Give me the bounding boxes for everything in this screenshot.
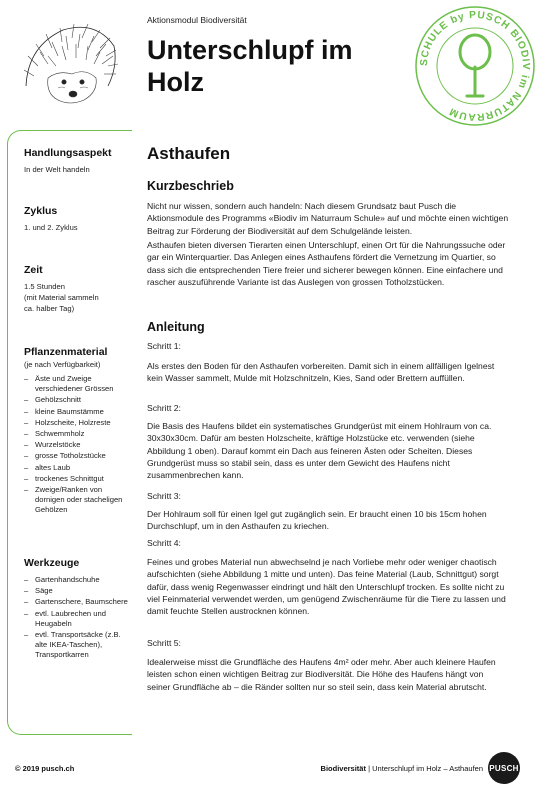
werkzeuge-list-item: – Säge (24, 586, 128, 596)
section-title: Asthaufen (147, 144, 231, 163)
zyklus-heading: Zyklus (24, 205, 58, 217)
werkzeuge-heading: Werkzeuge (24, 557, 80, 569)
material-list (24, 374, 128, 516)
material-list-item: – Äste und Zweige verschiedener Grössen (24, 374, 128, 394)
sidebar-material (24, 346, 128, 517)
kurzbeschrieb-paragraph-2: Asthaufen bieten diversen Tierarten einen Unterschlupf, einen Ort für die Nahrungssuche oder gar ein Winterquartier. Das Anlegen eines Asthaufens fördert die Vernetzung im Quartier, so dass sich die entsprechenden Tiere freier und sicherer bewegen können. Eine einfachere und rascher auszuführende Variante ist das Auslegen von grossen Totholzstücken. (147, 240, 506, 288)
step-2-text: Die Basis des Haufens bildet ein systematisches Grundgerüst mit einem Hohlraum von ca. 30x30x30cm. Dafür am besten Holzscheite, kräftige Holzstücke etc. verwenden (siehe Abbildung 1 oben). Darauf kommt ein Dach aus feineren Ästen oder Scheiten. Dieses Grundgerüst muss so stabil sein, dass es unter dem Gewicht des Haufens nicht zusammenbrechen kann. (147, 421, 492, 481)
sidebar-aspect (24, 147, 128, 175)
step-1-text: Als erstes den Boden für den Asthaufen vorbereiten. Damit sich in einem allfälligen Igelnest kein Wasser sammelt, Mulde mit Holzschnitzeln, Kies, Sand oder Brettern auffüllen. (147, 361, 495, 384)
step-5-text: Idealerweise misst die Grundfläche des Haufens 4m² oder mehr. Aber auch kleinere Haufen leisten schon einen wichtigen Beitrag zur Biodiversität. Die Höhe des Haufens hängt von seiner Grundfläche ab – die Ränder sollten nur so steil sein, dass kein Material abrutscht. (147, 657, 496, 692)
material-subheading: (je nach Verfügbarkeit) (24, 360, 101, 369)
material-list-item: – Wurzelstöcke (24, 440, 128, 450)
material-list-item: – kleine Baumstämme (24, 407, 128, 417)
footer-page-title: | Unterschlupf im Holz – Asthaufen (365, 764, 483, 773)
footer-breadcrumb (321, 764, 483, 773)
sidebar-werkzeuge (24, 557, 128, 662)
step-3-text: Der Hohlraum soll für einen Igel gut zugänglich sein. Er braucht einen 10 bis 15cm hohen Durchschlupf, um in den Asthaufen zu kriechen. (147, 509, 487, 532)
material-list-item: – Schwemmholz (24, 429, 128, 439)
logo-ring-text: SCHULE by PUSCH BIODIV im NATURRAUM (418, 9, 532, 123)
zyklus-text: 1. und 2. Zyklus (24, 223, 78, 232)
material-list-item: – Holzscheite, Holzreste (24, 418, 128, 428)
sidebar-zyklus (24, 205, 128, 233)
werkzeuge-list-item: – evtl. Laubrechen und Heugabeln (24, 609, 128, 629)
sidebar-zeit (24, 264, 128, 314)
step-3-label: Schritt 3: (147, 491, 181, 501)
werkzeuge-list-item: – Gartenhandschuhe (24, 575, 128, 585)
step-4-label: Schritt 4: (147, 538, 181, 548)
step-2-label: Schritt 2: (147, 403, 181, 413)
step-1-label: Schritt 1: (147, 341, 181, 351)
hedgehog-illustration (18, 16, 120, 110)
pusch-badge: PUSCH (488, 752, 520, 784)
biodiv-logo (413, 4, 537, 128)
zeit-heading: Zeit (24, 264, 43, 276)
kurzbeschrieb-heading: Kurzbeschrieb (147, 179, 234, 193)
material-list-item: – Zweige/Ranken von dornigen oder stacheligen Gehölzen (24, 485, 128, 516)
tree-icon (460, 35, 490, 96)
footer-topic: Biodiversität (320, 764, 366, 773)
kurzbeschrieb-paragraph-1: Nicht nur wissen, sondern auch handeln: Nach diesem Grundsatz baut Pusch die Aktionsmodule des Programms «Biodiv im Naturraum Schule» auf und möchte einen wichtigen Beitrag zur Förderung der Biodiversität auf dem Schulgelände leisten. (147, 201, 509, 236)
material-list-item: – grosse Totholzstücke (24, 451, 128, 461)
aspect-text: In der Welt handeln (24, 165, 90, 174)
material-list-item: – trockenes Schnittgut (24, 474, 128, 484)
footer-copyright: © 2019 pusch.ch (15, 764, 75, 773)
werkzeuge-list (24, 575, 128, 661)
material-list-item: – altes Laub (24, 463, 128, 473)
aspect-heading: Handlungsaspekt (24, 147, 112, 159)
werkzeuge-list-item: – evtl. Transportsäcke (z.B. alte IKEA-Taschen), Transportkarren (24, 630, 128, 661)
module-kicker: Aktionsmodul Biodiversität (147, 15, 247, 25)
main-content (147, 144, 509, 692)
material-heading: Pflanzenmaterial (24, 346, 108, 358)
anleitung-heading: Anleitung (147, 320, 205, 334)
step-5-label: Schritt 5: (147, 638, 181, 648)
page-title: Unterschlupf im Holz (147, 35, 353, 97)
zeit-text: 1.5 Stunden (mit Material sammeln ca. halber Tag) (24, 282, 99, 313)
werkzeuge-list-item: – Gartenschere, Baumschere (24, 597, 128, 607)
material-list-item: – Gehölzschnitt (24, 395, 128, 405)
step-4-text: Feines und grobes Material nun abwechselnd je nach Vorliebe mehr oder weniger chaotisch aufschichten (siehe Abbildung 1 mitte und unten). Das feine Material (Laub, Schnittgut) sorgt dafür, dass wenig Regenwasser eindringt und hält den Unterschlupf trocken. Es sollte nicht zu viel Feinmaterial verwendet werden, um genügend Zwischenräume für die Tiere zu lassen und damit feuchte Stellen austrocknen können. (147, 557, 506, 617)
